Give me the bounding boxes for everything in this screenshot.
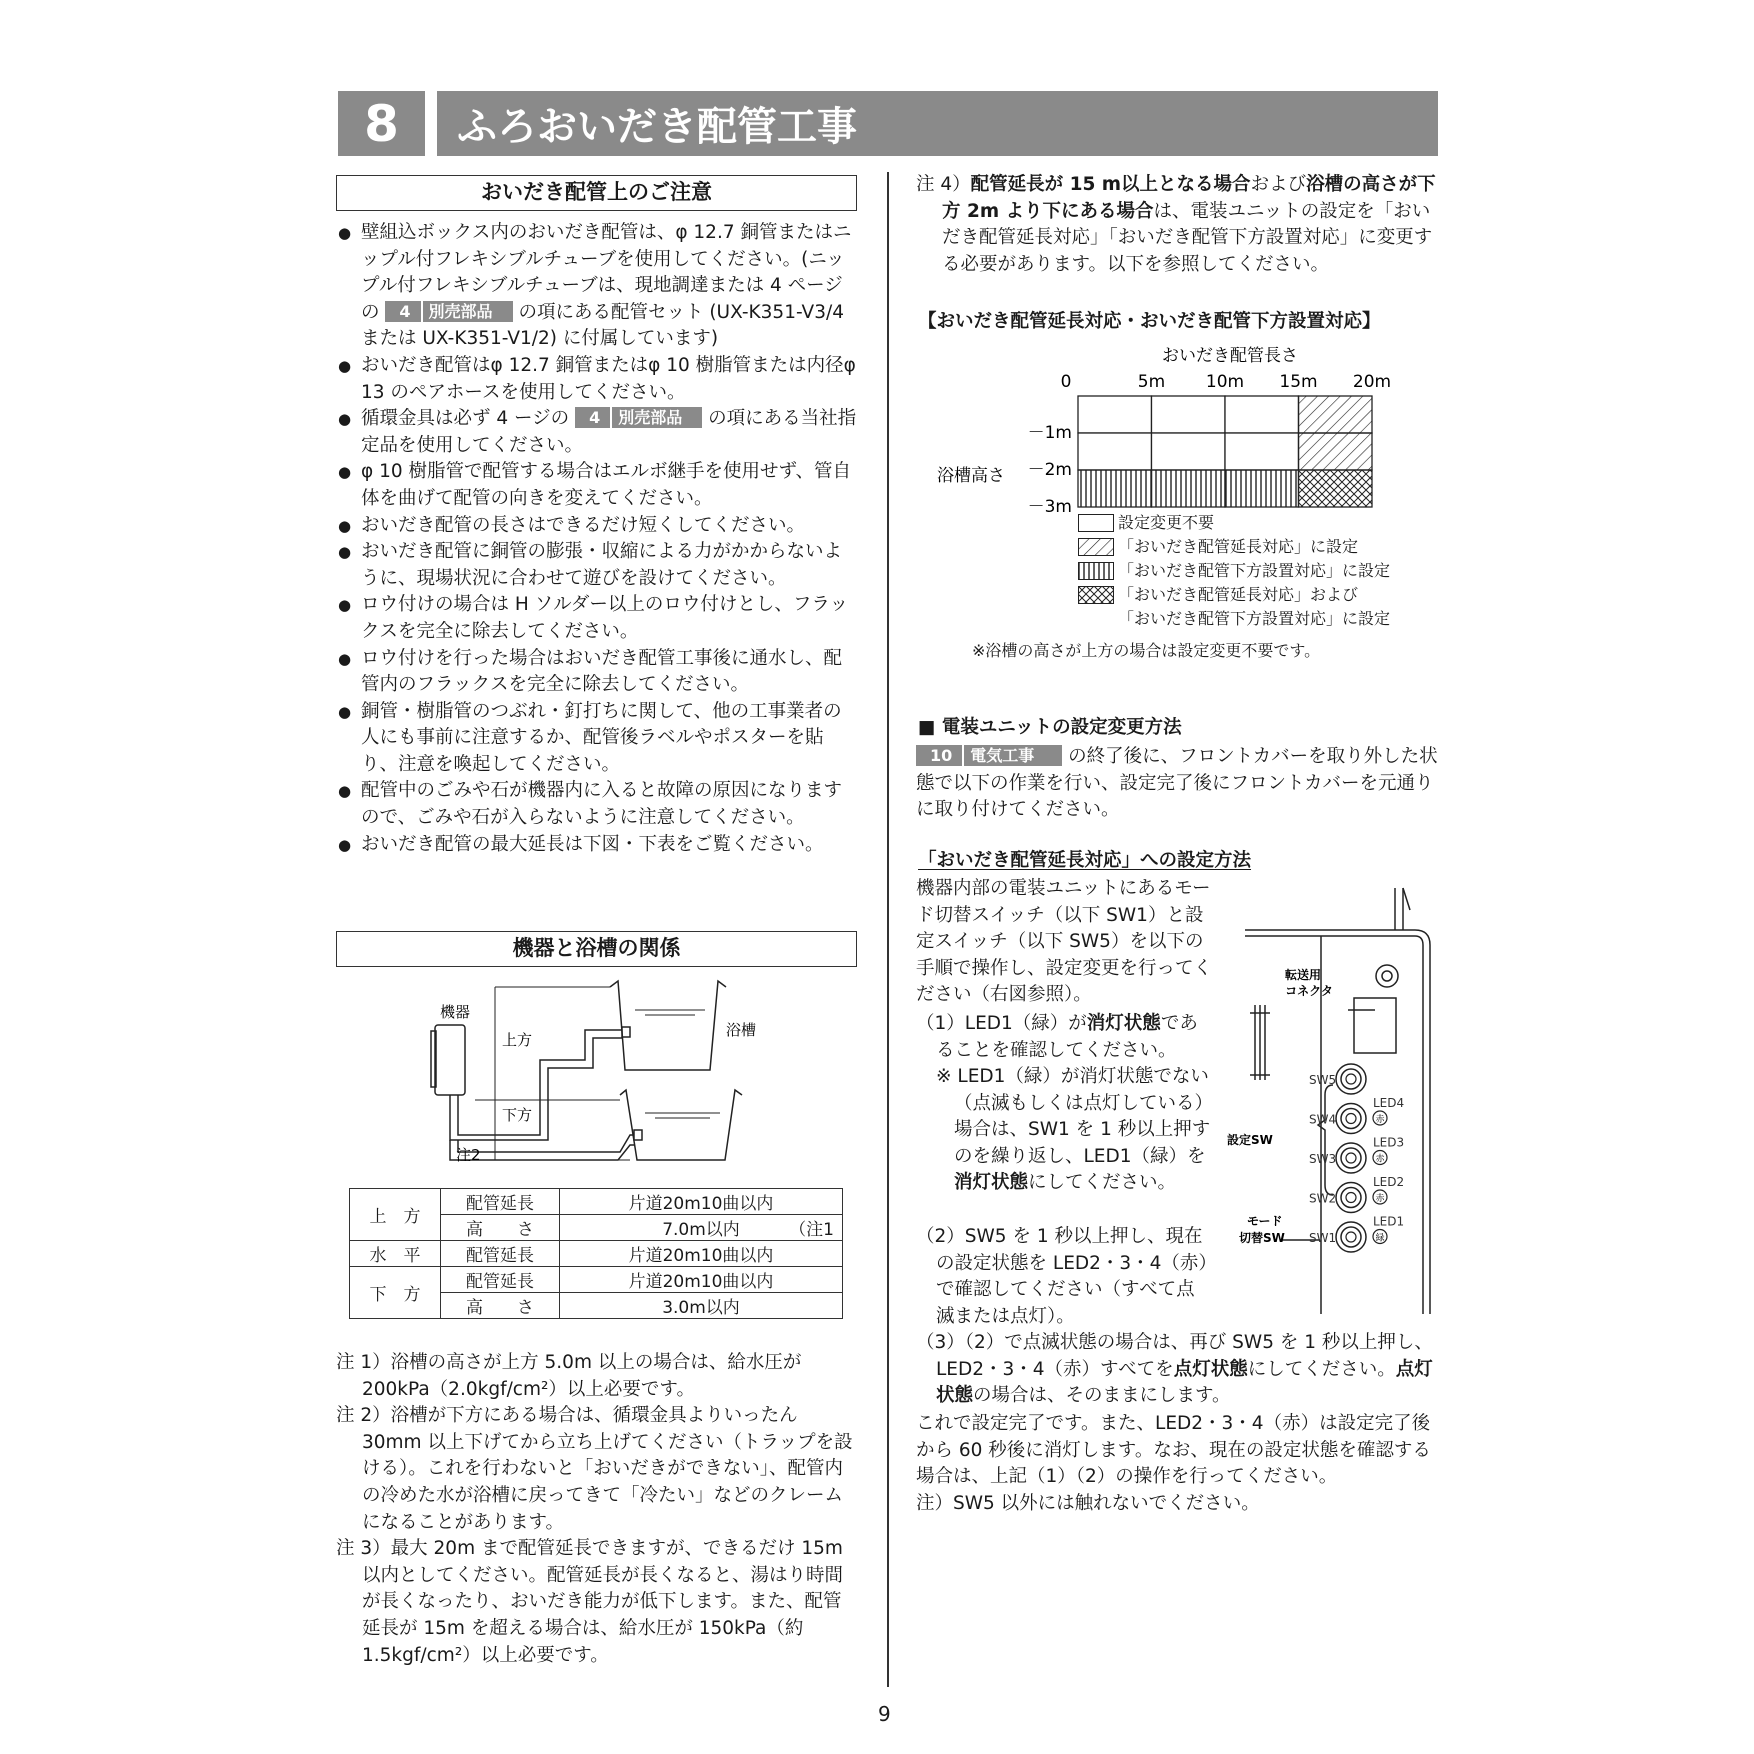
grid-legend	[1078, 511, 1390, 631]
caution-heading: おいだき配管上のご注意	[336, 175, 857, 211]
legend-item: 設定変更不要	[1078, 511, 1390, 535]
list-item: ● おいだき配管の最大延長は下図・下表をご覧ください。	[338, 832, 858, 859]
grid-cell	[1299, 433, 1373, 470]
grid-x-title: おいだき配管長さ	[1162, 346, 1298, 366]
svg-text:設定SW: 設定SW	[1227, 1133, 1273, 1147]
list-item: ● 銅管・樹脂管のつぶれ・釘打ちに関して、他の工事業者の人にも事前に注意するか、配管後ラベルやポスターを貼り、注意を喚起してください。	[338, 699, 858, 779]
switch-inner	[1341, 1109, 1361, 1129]
x-tick-label: 10m	[1205, 372, 1245, 392]
page-number: 9	[878, 1702, 891, 1726]
grid-cell	[1152, 433, 1226, 470]
grid-cell	[1078, 470, 1152, 507]
switch-inner	[1341, 1227, 1361, 1247]
notes	[336, 1350, 858, 1669]
grid-cell	[1152, 470, 1226, 507]
table-row: 水 平 配管延長 片道20m10曲以内	[350, 1241, 843, 1267]
note-4: 注 4）配管延長が 15 m以上となる場合および浴槽の高さが下方 2m より下にある場合は、電装ユニットの設定を「おいだき配管延長対応」「おいだき配管下方設置対応」に変更する必要があります。以下を参照してください。	[916, 174, 1436, 275]
list-item: ● 循環金具は必ず 4 ージの 4 別売部品 の項にある当社指定品を使用してください。	[338, 406, 858, 459]
step-1: （1）LED1（緑）が消灯状態であることを確認してください。	[916, 1013, 1198, 1061]
step-1-note: ※ LED1（緑）が消灯状態でない（点滅もしくは点灯している）場合は、SW1 を 1 秒以上押すのを繰り返し、LED1（緑）を消灯状態にしてください。	[936, 1066, 1211, 1194]
column-divider	[887, 172, 889, 1687]
step-2: （2）SW5 を 1 秒以上押し、現在の設定状態を LED2・3・4（赤）で確認してください（すべて点滅または点灯）。	[916, 1226, 1208, 1327]
led-label: LED3	[1373, 1135, 1405, 1150]
diagram-label-upper: 上方	[502, 1031, 533, 1049]
section-title: ふろおいだき配管工事	[437, 91, 1438, 156]
note-3: 注 3）最大 20m まで配管延長できますが、できるだけ 15m 以内としてください。配管延長が長くなると、湯はり時間が長くなったり、おいだき能力が低下します。また、配管延長が 15m を超える場合は、給水圧が 150kPa（約 1.5kgf/cm²）以上必要です。	[336, 1538, 844, 1666]
step-3: （3）（2）で点滅状態の場合は、再び SW5 を 1 秒以上押し、LED2・3・4（赤）すべてを点灯状態にしてください。点灯状態の場合は、そのままにします。	[916, 1332, 1433, 1407]
svg-text:切替SW: 切替SW	[1239, 1231, 1285, 1245]
switch-core	[1346, 1114, 1356, 1124]
grid-cell	[1299, 396, 1373, 433]
list-item: ● 壁組込ボックス内のおいだき配管は、φ 12.7 銅管またはニップル付フレキシブルチューブを使用してください。(ニップル付フレキシブルチューブは、現地調達または 4 ページの 4 別売部品 の項にある配管セット (UX-K351-V3/4 または UX-K351-V1/2) に付属しています)	[338, 220, 858, 353]
ext-intro: 機器内部の電装ユニットにあるモード切替スイッチ（以下 SW1）と設定スイッチ（以下 SW5）を以下の手順で操作し、設定変更を行ってください（右図参照）。	[916, 878, 1213, 1006]
table-row: 高 さ 7.0m以内 （注1	[350, 1215, 843, 1241]
switch-inner	[1341, 1188, 1361, 1208]
list-item: ● φ 10 樹脂管で配管する場合はエルボ継手を使用せず、管自体を曲げて配管の向きを変えてください。	[338, 459, 858, 512]
panel-diagram	[1225, 880, 1440, 1314]
x-tick-label: 5m	[1137, 372, 1166, 392]
switch-label: SW5	[1309, 1073, 1337, 1087]
led-label: LED4	[1373, 1096, 1405, 1110]
list-item: ● 配管中のごみや石が機器内に入ると故障の原因になりますので、ごみや石が入らないように注意してください。	[338, 778, 858, 831]
x-tick-label: 15m	[1279, 372, 1318, 392]
grid-cell	[1225, 470, 1299, 507]
grid-cell	[1299, 470, 1373, 507]
x-tick-label: 0	[1060, 372, 1072, 392]
diagram-label-note2: 注2	[456, 1146, 481, 1164]
switch-label: SW1	[1309, 1231, 1337, 1245]
spec-table	[349, 1188, 843, 1319]
table-row: 高 さ 3.0m以内	[350, 1293, 843, 1319]
grid-cell	[1078, 396, 1152, 433]
grid-note: ※浴槽の高さが上方の場合は設定変更不要です。	[972, 641, 1321, 660]
legend-item: 「おいだき配管延長対応」に設定	[1078, 535, 1390, 559]
list-item: ● おいだき配管に銅管の膨張・収縮による力がかからないように、現場状況に合わせて遊びを設けてください。	[338, 539, 858, 592]
switch-label: SW4	[1309, 1112, 1337, 1127]
grid-cell	[1225, 396, 1299, 433]
y-tick-label: －3m	[1027, 497, 1072, 512]
legend-item: 「おいだき配管下方設置対応」に設定	[1078, 559, 1390, 583]
ext-heading: 「おいだき配管延長対応」への設定方法	[918, 850, 1252, 871]
table-row: 上 方 配管延長 片道20m10曲以内	[350, 1189, 843, 1215]
method-heading: ■ 電装ユニットの設定変更方法	[918, 717, 1182, 738]
list-item: ● ロウ付けの場合は H ソルダー以上のロウ付けとし、フラックスを完全に除去してください。	[338, 592, 858, 645]
switch-core	[1346, 1193, 1356, 1203]
grid-title: 【おいだき配管延長対応・おいだき配管下方設置対応】	[918, 311, 1381, 332]
grid-cell	[1225, 433, 1299, 470]
note-1: 注 1）浴槽の高さが上方 5.0m 以上の場合は、給水圧が 200kPa（2.0kgf/cm²）以上必要です。	[336, 1352, 802, 1400]
switch-label: SW3	[1309, 1152, 1337, 1166]
diagram-label-lower: 下方	[502, 1106, 533, 1124]
setting-grid	[930, 342, 1400, 512]
led-color: 赤	[1375, 1194, 1385, 1204]
diagram-label-device: 機器	[440, 1003, 471, 1021]
list-item: ● ロウ付けを行った場合はおいだき配管工事後に通水し、配管内のフラックスを完全に除去してください。	[338, 646, 858, 699]
switch-inner	[1341, 1148, 1361, 1168]
installation-diagram	[420, 975, 760, 1170]
finish-text: これで設定完了です。また、LED2・3・4（赤）は設定完了後から 60 秒後に消灯します。なお、現在の設定状態を確認する場合は、上記（1）（2）の操作を行ってください。	[916, 1413, 1431, 1488]
note-2: 注 2）浴槽が下方にある場合は、循環金具よりいったん 30mm 以上下げてから立ち上げてください（トラップを設ける）。これを行わないと「おいだきができない」、配管内の冷めた水が浴槽に戻ってきて「冷たい」などのクレームになることがあります。	[336, 1405, 853, 1533]
x-tick-label: 20m	[1352, 372, 1392, 392]
relation-heading: 機器と浴槽の関係	[336, 931, 857, 967]
y-tick-label: －2m	[1027, 460, 1072, 480]
switch-inner	[1341, 1069, 1361, 1089]
table-row: 下 方 配管延長 片道20m10曲以内	[350, 1267, 843, 1293]
grid-cell	[1078, 433, 1152, 470]
list-item: ● おいだき配管はφ 12.7 銅管またはφ 10 樹脂管または内径φ 13 のペアホースを使用してください。	[338, 353, 858, 406]
caution-list	[338, 220, 858, 858]
led-label: LED2	[1373, 1175, 1405, 1189]
grid-cell	[1152, 396, 1226, 433]
led-label: LED1	[1373, 1214, 1405, 1229]
section-number: 8	[338, 91, 425, 156]
switch-core	[1346, 1153, 1356, 1163]
diagram-label-bathtub: 浴槽	[726, 1021, 757, 1039]
switch-core	[1346, 1232, 1356, 1242]
led-color: 赤	[1375, 1154, 1385, 1165]
svg-text:コネクタ: コネクタ	[1285, 984, 1333, 998]
svg-text:モード: モード	[1247, 1214, 1283, 1228]
list-item: ● おいだき配管の長さはできるだけ短くしてください。	[338, 513, 858, 540]
y-tick-label: －1m	[1027, 423, 1072, 443]
led-color: 赤	[1375, 1115, 1385, 1125]
finish-note: 注）SW5 以外には触れないでください。	[916, 1493, 1260, 1514]
method-text: 10 電気工事 の終了後に、フロントカバーを取り外した状態で以下の作業を行い、設定完了後にフロントカバーを元通りに取り付けてください。	[916, 746, 1438, 821]
switch-label: SW2	[1309, 1191, 1337, 1206]
switch-core	[1346, 1074, 1356, 1084]
legend-item: 「おいだき配管延長対応」および 「おいだき配管下方設置対応」に設定	[1078, 583, 1390, 631]
svg-text:転送用: 転送用	[1284, 968, 1322, 982]
grid-y-title: 浴槽高さ	[937, 466, 1005, 486]
led-color: 緑	[1375, 1233, 1385, 1244]
